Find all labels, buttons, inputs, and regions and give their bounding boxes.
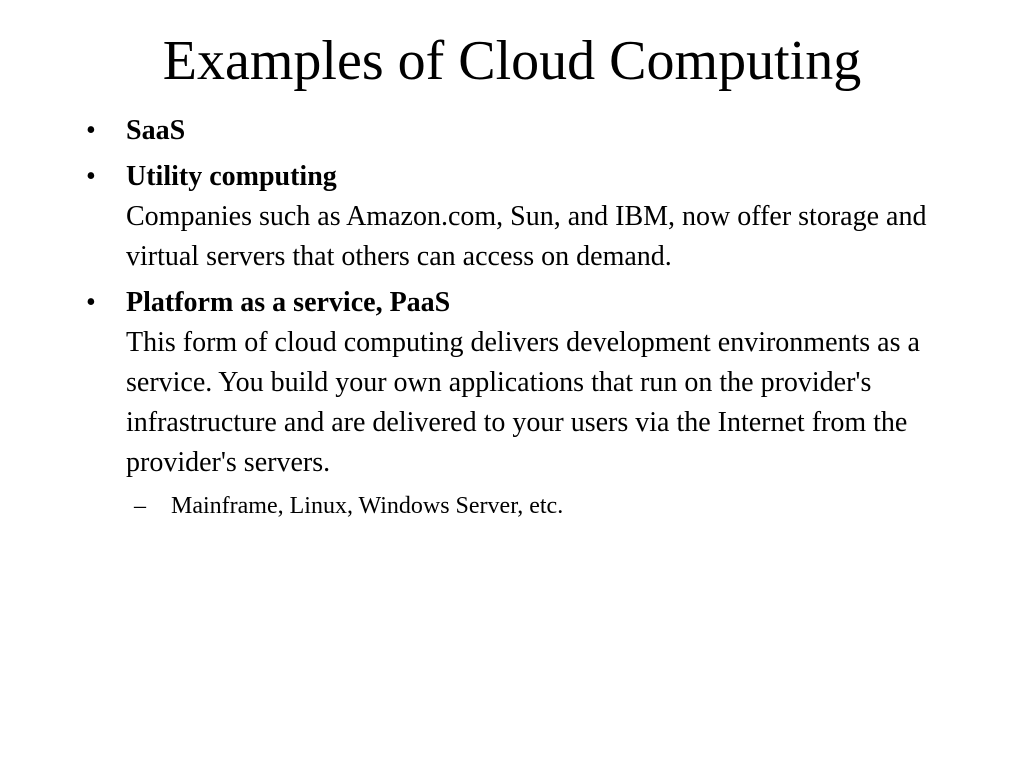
sub-bullet-text: Mainframe, Linux, Windows Server, etc.	[171, 493, 564, 519]
bullet-description: This form of cloud computing delivers development environments as a service. You build your own applications that run on the provider's infrastructure and are delivered to your users via the Internet from the provider's servers.	[126, 327, 920, 478]
bullet-heading: Platform as a service, PaaS	[126, 287, 451, 318]
bullet-item-utility-computing	[86, 157, 956, 277]
bullet-list	[86, 111, 956, 523]
bullet-icon: •	[86, 161, 96, 192]
bullet-icon: •	[86, 287, 96, 318]
slide-body	[86, 111, 956, 529]
bullet-description: Companies such as Amazon.com, Sun, and IBM, now offer storage and virtual servers that others can access on demand.	[126, 201, 927, 272]
sub-bullet-list	[126, 489, 956, 523]
slide-title: Examples of Cloud Computing	[162, 30, 862, 92]
dash-icon: –	[134, 493, 146, 519]
bullet-item-saas	[86, 111, 956, 151]
bullet-heading: SaaS	[126, 115, 186, 146]
sub-bullet-item	[126, 489, 956, 523]
bullet-heading: Utility computing	[126, 161, 337, 192]
bullet-item-paas	[86, 283, 956, 523]
bullet-icon: •	[86, 115, 96, 146]
